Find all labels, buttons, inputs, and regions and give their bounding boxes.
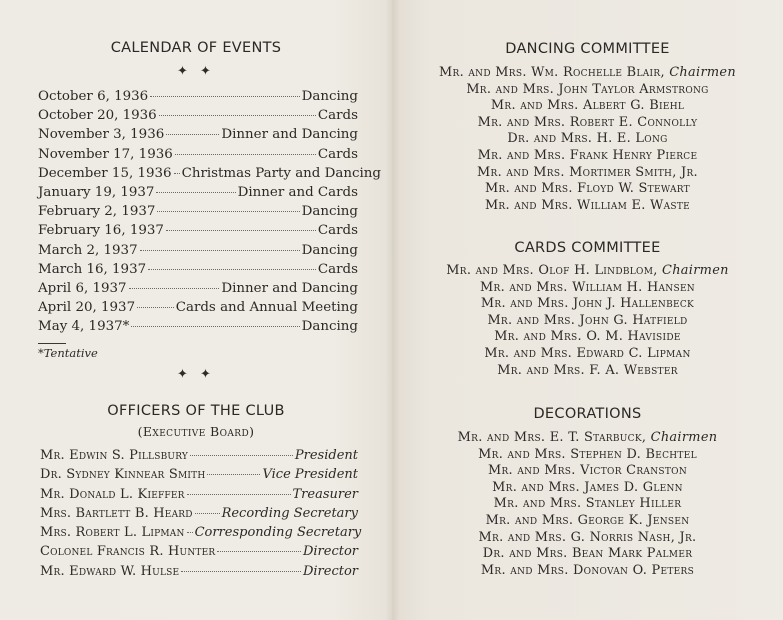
right-page	[392, 0, 783, 620]
officer-role: Corresponding Secretary	[194, 525, 362, 541]
committee-member: Mr. and Mrs. F. A. Webster	[497, 362, 678, 378]
dot-leader	[159, 115, 316, 116]
committee-member: Mr. and Mrs. G. Norris Nash, Jr.	[478, 529, 697, 545]
cards-committee-list	[392, 263, 783, 379]
dancing-committee-title: DANCING COMMITTEE	[505, 41, 670, 57]
chair-name: Mr. and Mrs. Olof H. Lindblom,	[446, 263, 663, 278]
calendar-row	[38, 243, 358, 262]
event-name: Cards	[317, 146, 358, 162]
event-date: December 15, 1936	[38, 165, 172, 181]
committee-member: Mr. and Mrs. George K. Jensen	[485, 512, 690, 528]
officer-row	[40, 525, 362, 544]
officers-subtitle: (Executive Board)	[137, 424, 255, 439]
officer-role: Recording Secretary	[221, 505, 358, 521]
event-name: Cards	[317, 223, 358, 239]
officers-title: OFFICERS OF THE CLUB	[107, 403, 285, 419]
calendar-row	[38, 165, 381, 185]
tentative-footnote: *Tentative	[38, 346, 98, 360]
dot-leader	[129, 288, 220, 289]
ornament-top: ✦ ✦	[177, 64, 215, 79]
chair-label: Chairmen	[650, 430, 718, 445]
calendar-row	[38, 127, 358, 146]
officers-list	[40, 448, 362, 583]
calendar-row	[38, 300, 358, 319]
calendar-row	[38, 281, 358, 300]
committee-member: Mr. and Mrs. John G. Hatfield	[487, 312, 688, 328]
event-name: Cards and Annual Meeting	[175, 300, 358, 316]
dot-leader	[181, 571, 301, 572]
committee-member: Mr. and Mrs. O. M. Haviside	[494, 329, 681, 345]
event-name: Christmas Party and Dancing	[181, 165, 381, 181]
officer-row	[40, 448, 358, 467]
event-date: October 6, 1936	[38, 89, 149, 104]
dot-leader	[174, 173, 180, 174]
calendar-row	[38, 204, 358, 223]
committee-member: Mr. and Mrs. Edward C. Lipman	[484, 345, 691, 361]
event-name: Cards	[317, 261, 358, 277]
calendar-row	[38, 223, 358, 242]
officer-name: Mr. Edward W. Hulse	[40, 563, 180, 579]
officer-name: Colonel Francis R. Hunter	[40, 544, 216, 560]
event-name: Dinner and Dancing	[221, 127, 358, 143]
event-name: Dinner and Dancing	[221, 280, 358, 296]
calendar-list	[38, 89, 381, 338]
committee-member: Mr. and Mrs. Stanley Hiller	[493, 496, 682, 512]
chair-name: Mr. and Mrs. E. T. Starbuck,	[457, 430, 651, 445]
decorations-title: DECORATIONS	[533, 406, 642, 422]
event-date: April 20, 1937	[38, 300, 136, 316]
officer-row	[40, 467, 358, 486]
committee-member: Mr. and Mrs. Albert G. Biehl	[490, 98, 685, 114]
dot-leader	[137, 307, 174, 308]
dot-leader	[187, 494, 291, 495]
chair-name: Mr. and Mrs. Wm. Rochelle Blair,	[439, 65, 670, 80]
dot-leader	[131, 326, 299, 327]
committee-member: Dr. and Mrs. Bean Mark Palmer	[482, 546, 693, 562]
ornament-middle: ✦ ✦	[177, 367, 215, 382]
dot-leader	[175, 154, 316, 155]
decorations-list	[392, 430, 783, 579]
dot-leader	[157, 211, 299, 212]
event-date: March 2, 1937	[38, 242, 138, 258]
event-date: February 16, 1937	[38, 223, 164, 239]
officer-role: President	[294, 448, 358, 463]
event-date: May 4, 1937*	[38, 319, 130, 335]
committee-chair	[392, 263, 783, 280]
event-name: Dancing	[301, 204, 358, 220]
dot-leader	[190, 455, 293, 456]
event-date: January 19, 1937	[38, 184, 155, 200]
committee-member: Mr. and Mrs. Frank Henry Pierce	[477, 147, 698, 163]
event-date: February 2, 1937	[38, 204, 156, 220]
officer-role: Director	[302, 544, 358, 560]
officer-row	[40, 506, 358, 525]
event-name: Dancing	[301, 242, 358, 258]
officer-name: Mrs. Bartlett B. Heard	[40, 505, 193, 521]
officer-role: Treasurer	[292, 486, 358, 502]
committee-member: Mr. and Mrs. Victor Cranston	[487, 463, 688, 479]
committee-chair	[392, 65, 783, 82]
event-date: April 6, 1937	[38, 280, 127, 296]
dot-leader	[148, 269, 316, 270]
committee-member: Mr. and Mrs. Donovan O. Peters	[480, 562, 695, 578]
calendar-row	[38, 262, 358, 281]
committee-member: Mr. and Mrs. Mortimer Smith, Jr.	[477, 164, 698, 180]
officer-row	[40, 487, 358, 506]
calendar-title: CALENDAR OF EVENTS	[110, 40, 282, 56]
committee-member: Mr. and Mrs. John Taylor Armstrong	[466, 81, 709, 97]
officer-name: Mr. Donald L. Kieffer	[40, 486, 185, 502]
dot-leader	[156, 192, 235, 193]
officer-name: Mrs. Robert L. Lipman	[40, 525, 185, 541]
calendar-row	[38, 319, 358, 338]
event-name: Dancing	[301, 89, 358, 104]
event-date: November 3, 1936	[38, 127, 165, 143]
cards-committee-title: CARDS COMMITTEE	[514, 240, 661, 256]
dancing-committee-list	[392, 65, 783, 214]
committee-member: Mr. and Mrs. Floyd W. Stewart	[485, 181, 690, 197]
calendar-row	[38, 108, 358, 127]
dot-leader	[150, 96, 299, 97]
event-date: November 17, 1936	[38, 146, 173, 162]
committee-member: Mr. and Mrs. William H. Hansen	[480, 279, 695, 295]
committee-member: Mr. and Mrs. William E. Waste	[484, 197, 691, 213]
officer-row	[40, 544, 358, 563]
dot-leader	[207, 474, 260, 475]
dot-leader	[217, 551, 301, 552]
calendar-row	[38, 89, 358, 108]
footnote-rule	[38, 343, 66, 344]
chair-label: Chairmen	[662, 263, 729, 278]
officer-name: Mr. Edwin S. Pillsbury	[40, 448, 189, 463]
event-date: March 16, 1937	[38, 261, 147, 277]
officer-name: Dr. Sydney Kinnear Smith	[40, 467, 206, 483]
dot-leader	[187, 532, 193, 533]
dot-leader	[195, 513, 220, 514]
calendar-row	[38, 185, 358, 204]
officer-role: Director	[302, 563, 358, 579]
dot-leader	[166, 230, 316, 231]
committee-member: Mr. and Mrs. Robert E. Connolly	[477, 114, 698, 130]
committee-member: Dr. and Mrs. H. E. Long	[507, 131, 668, 147]
event-name: Cards	[317, 108, 358, 124]
officer-row	[40, 564, 358, 583]
committee-member: Mr. and Mrs. Stephen D. Bechtel	[478, 446, 697, 462]
calendar-row	[38, 147, 358, 166]
chair-label: Chairmen	[669, 65, 736, 80]
event-name: Dinner and Cards	[237, 184, 358, 200]
dot-leader	[166, 134, 219, 135]
committee-chair	[392, 430, 783, 447]
officer-role: Vice President	[262, 467, 358, 483]
event-date: October 20, 1936	[38, 108, 157, 124]
dot-leader	[140, 250, 300, 251]
event-name: Dancing	[301, 319, 358, 335]
committee-member: Mr. and Mrs. John J. Hallenbeck	[480, 296, 695, 312]
committee-member: Mr. and Mrs. James D. Glenn	[492, 479, 683, 495]
